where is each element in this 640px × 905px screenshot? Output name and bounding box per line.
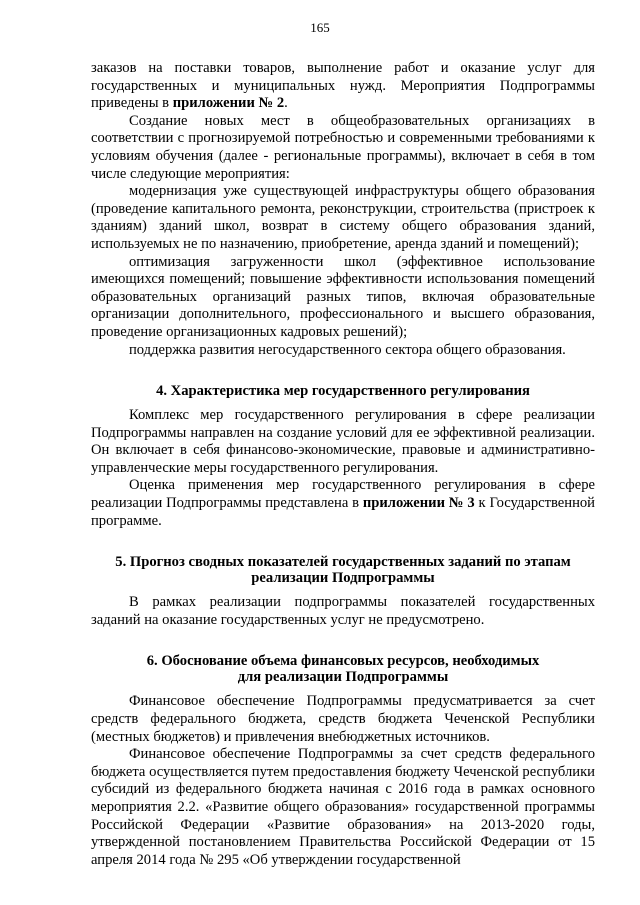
section-4-paragraph-2: Оценка применения мер государственного регулирования в сфере реализации Подпрограммы представлена в приложении № 3 к Государственной программе. xyxy=(91,477,595,529)
paragraph-optimization: оптимизация загруженности школ (эффективное использование имеющихся помещений; повышение эффективности использования помещений образовательных организаций разных типов, включая образовательные организации дополнительного, профессионального и высшего образования, проведение организационных кадровых решений); xyxy=(91,253,595,340)
paragraph-new-places: Создание новых мест в общеобразовательных организациях в соответствии с прогнозируемой потребностью и современными требованиями к условиям обучения (далее - региональные программы), включает в себя в том числе следующие мероприятия: xyxy=(91,112,595,182)
section-4-paragraph-1: Комплекс мер государственного регулирования в сфере реализации Подпрограммы направлен на создание условий для ее эффективной реализации. Он включает в себя финансово-экономические, правовые и административно-управленческие меры государственного регулирования. xyxy=(91,407,595,476)
paragraph-modernization: модернизация уже существующей инфраструктуры общего образования (проведение капитального ремонта, реконструкции, строительства (пристроек к зданиям) зданий школ, возврат в систему общего образования зданий, используемых не по назначению, приобретение, аренда зданий и помещений); xyxy=(91,183,595,252)
paragraph-procurement: заказов на поставки товаров, выполнение работ и оказание услуг для государственных и муниципальных нужд. Мероприятия Подпрограммы приведены в приложении № 2. xyxy=(91,60,595,112)
section-6-paragraph-1: Финансовое обеспечение Подпрограммы предусматривается за счет средств федерального бюджета, средств бюджета Чеченской Республики (местных бюджетов) и привлечения внебюджетных источников. xyxy=(91,693,595,745)
section-4-heading: 4. Характеристика мер государственного регулирования xyxy=(156,383,530,400)
section-5-heading: 5. Прогноз сводных показателей государственных заданий по этапам реализации Подпрограммы xyxy=(115,554,571,587)
page-number: 165 xyxy=(310,20,330,35)
document-body xyxy=(91,60,595,869)
appendix-3-reference: приложении № 3 xyxy=(362,495,475,512)
section-5-paragraph-1: В рамках реализации подпрограммы показателей государственных заданий на оказание государственных услуг не предусмотрено. xyxy=(91,594,595,628)
appendix-2-reference: приложении № 2 xyxy=(172,95,285,112)
section-6-heading: 6. Обоснование объема финансовых ресурсов, необходимых для реализации Подпрограммы xyxy=(146,653,540,686)
paragraph-nonstate-support: поддержка развития негосударственного сектора общего образования. xyxy=(129,341,566,358)
section-6-paragraph-2: Финансовое обеспечение Подпрограммы за счет средств федерального бюджета осуществляется путем предоставления бюджету Чеченской республики субсидий из федерального бюджета начиная с 2016 года в рамках основного мероприятия 2.2. «Развитие общего образования» государственной программы Российской Федерации «Развитие образования» на 2013-2020 годы, утвержденной постановлением Правительства Российской Федерации от 15 апреля 2014 года № 295 «Об утверждении государственной xyxy=(91,746,595,868)
